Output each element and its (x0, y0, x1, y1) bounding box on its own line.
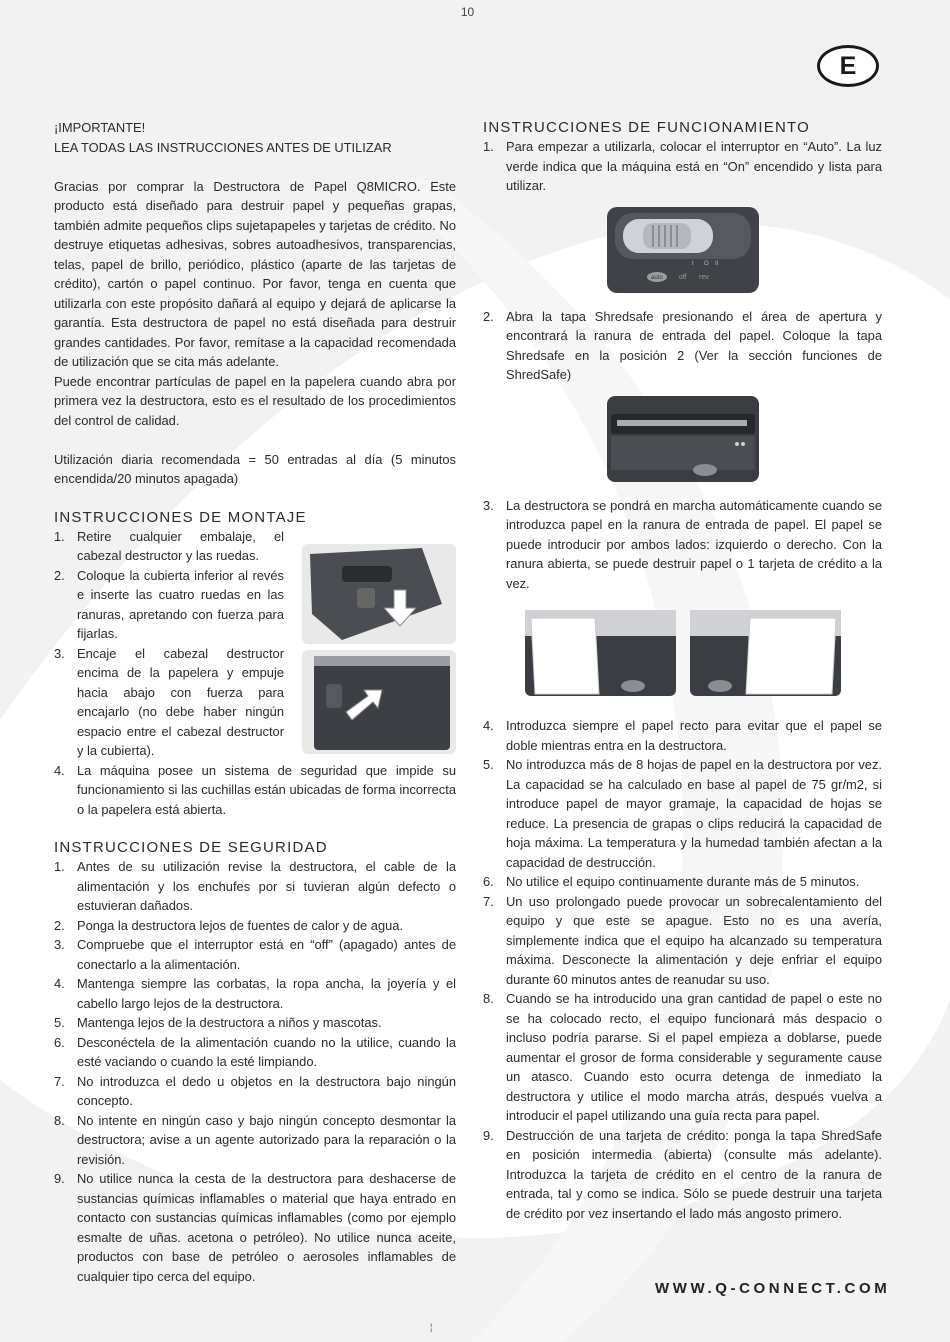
footer-mark: ¦ (430, 1322, 433, 1332)
list-item: 3. La destructora se pondrá en marcha automáticamente cuando se introduzca papel en la ranura de entrada de papel. El papel se puede introducir por ambos lados: izquierdo o derecho. Con la ranura abierta, se puede destruir papel o 1 tarjeta de crédito a la vez. (483, 497, 882, 591)
intro-paragraph-2: Puede encontrar partículas de papel en la papelera cuando abra por primera vez la destructora, esto es el resultado de los procedimientos del control de calidad. (54, 373, 456, 428)
left-column (54, 118, 456, 1286)
switch-figure (483, 207, 882, 293)
assembly-section (54, 527, 456, 820)
list-item: 5. Mantenga lejos de la destructora a niños y mascotas. (54, 1015, 382, 1030)
list-item: 7. No introduzca el dedo u objetos en la destructora bajo ningún concepto. (54, 1073, 456, 1108)
safety-title: INSTRUCCIONES DE SEGURIDAD (54, 839, 328, 856)
switch-mark-1: I (691, 260, 694, 267)
assembly-title: INSTRUCCIONES DE MONTAJE (54, 508, 307, 526)
footer-website[interactable]: WWW.Q-CONNECT.COM (655, 1280, 891, 1297)
insertion-figure (483, 610, 882, 696)
list-item: 7. Un uso prolongado puede provocar un sobrecalentamiento del equipo y que este se apague. Esto no es una avería, simplemente indica que el equipo ha alcanzado su temperatura máxima. Desconecte la alimentación y deje enfriar el equipo durante 60 minutos antes de reanudar su uso. (483, 893, 882, 987)
list-item: 4. Mantenga siempre las corbatas, la ropa ancha, la joyería y el cabello largo lejos de la destructora. (54, 976, 456, 1011)
list-item: 1. Antes de su utilización revise la destructora, el cable de la alimentación y los enchufes por si tuvieran algún defecto o estuvieran dañados. (54, 859, 456, 913)
switch-label-off: off (678, 273, 687, 281)
slot-figure (483, 396, 882, 482)
switch-mark-3: II (714, 260, 718, 267)
assembly-photo (302, 544, 456, 754)
operation-list-c (483, 496, 882, 594)
list-item: 3. Encaje el cabezal destructor encima de la papelera y empuje hacia abajo con fuerza para encajarlo (no debe haber ningún espacio entre el cabezal destructor y la cubierta). (54, 645, 284, 758)
paper-slot-photo (607, 396, 759, 482)
list-item: 1. Para empezar a utilizarla, colocar el interruptor en “Auto”. La luz verde indica que la máquina está en “On” encendido y lista para utilizar. (483, 139, 882, 193)
list-item: 1. Retire cualquier embalaje, el cabezal destructor y las ruedas. (54, 528, 284, 563)
daily-use-paragraph: Utilización diaria recomendada = 50 entradas al día (5 minutos encendida/20 minutos apagada) (54, 451, 456, 486)
intro-paragraph: Gracias por comprar la Destructora de Papel Q8MICRO. Este producto está diseñado para destruir papel y pequeñas grapas, también admite pequeños clips sujetapapeles y tarjetas de crédito. No destruye etiquetas adhesivas, sobres autoadhesivos, transparencias, telas, papel de brillo, periódico, plástico (aparte de las tarjetas de crédito), cartón o papel continuo. Por favor, tenga en cuenta que utilizarla con este propósito dañará al equipo y dejará de aplicarse la garantía. Esta destructora de papel no está diseñada para destruir grandes cantidades. Por favor, remítase a la capacidad recomendada de utilización que se cita más adelante. (54, 178, 456, 369)
language-badge: E (817, 45, 879, 87)
operation-list-d (483, 716, 882, 1223)
list-item: 4. La máquina posee un sistema de seguridad que impide su funcionamiento si las cuchillas están ubicadas de forma incorrecta o la papelera está abierta. (54, 762, 456, 817)
list-item: 6. No utilice el equipo continuamente durante más de 5 minutos. (483, 874, 860, 889)
paper-insert-right-photo (690, 610, 841, 696)
page-number: 10 (460, 5, 475, 19)
list-item: 2. Ponga la destructora lejos de fuentes de calor y de agua. (54, 917, 404, 933)
paper-insert-left-photo (525, 610, 676, 696)
list-item: 9. No utilice nunca la cesta de la destructora para deshacerse de sustancias químicas inflamables o material que haya entrado en contacto con sustancias químicas inflamables (como por ejemplo esmalte de uñas. acetona o petróleo). No utilice nunca aceite, productos con base de petróleo o aerosoles inflamables de cualquier tipo cerca del equipo. (54, 1171, 456, 1284)
read-instructions-notice: LEA TODAS LAS INSTRUCCIONES ANTES DE UTILIZAR (54, 139, 392, 155)
list-item: 8. No intente en ningún caso y bajo ningún concepto desmontar la destructora; avise a un agente autorizado para la reparación o la revisión. (54, 1112, 456, 1167)
list-item: 4. Introduzca siempre el papel recto para evitar que el papel se doble mientras entra en la destructora. (483, 718, 882, 753)
important-heading: ¡IMPORTANTE! (54, 120, 146, 135)
operation-list-a (483, 137, 882, 196)
switch-label-auto: auto (650, 274, 663, 281)
right-column (483, 118, 882, 1223)
switch-mark-2: O (703, 260, 709, 267)
operation-list-b (483, 307, 882, 385)
list-item: 5. No introduzca más de 8 hojas de papel en la destructora por vez. La capacidad se ha calculado en base al papel de 75 gr/m2, si introduce papel de mayor gramaje, la capacidad de hojas se reduce. La presencia de grapas o clips reducirá la capacidad de hoja máxima. La temperatura y la humedad también afectan a la capacidad de destrucción. (483, 757, 882, 870)
safety-list (54, 857, 456, 1286)
list-item: 6. Desconéctela de la alimentación cuando no la utilice, cuando la esté vaciando o cuando la esté limpiando. (54, 1034, 456, 1069)
list-item: 8. Cuando se ha introducido una gran cantidad de papel o este no se ha colocado recto, el equipo funcionará más despacio o incluso podría pararse. Si el papel empieza a doblarse, puede aumentar el grosor de forma considerable y seguramente cause un atasco. Cuando esto ocurra detenga de inmediato la destructora y utilice el modo marcha atrás, después vuelva a introducir el papel utilizando una guía recta para papel. (483, 991, 882, 1123)
list-item: 2. Abra la tapa Shredsafe presionando el área de apertura y encontrará la ranura de entrada del papel. Coloque la tapa Shredsafe en la posición 2 (Ver la sección funciones de ShredSafe) (483, 308, 882, 382)
list-item: 2. Coloque la cubierta inferior al revés e inserte las cuatro ruedas en las ranuras, apretando con fuerza para fijarlas. (54, 567, 284, 641)
list-item: 3. Compruebe que el interruptor está en “off” (apagado) antes de conectarlo a la alimentación. (54, 937, 456, 972)
switch-label-rev: rev (698, 273, 709, 281)
list-item: 9. Destrucción de una tarjeta de crédito: ponga la tapa ShredSafe en posición intermedia (abierta) (consulte más adelante). Introduzca la tarjeta de crédito en el centro de la ranura de entrada, tal y como se indica. Sólo se puede destruir una tarjeta de crédito por vez insertando el lado más angosto primero. (483, 1127, 882, 1221)
operation-title: INSTRUCCIONES DE FUNCIONAMIENTO (483, 119, 810, 136)
switch-panel-photo (607, 207, 759, 293)
